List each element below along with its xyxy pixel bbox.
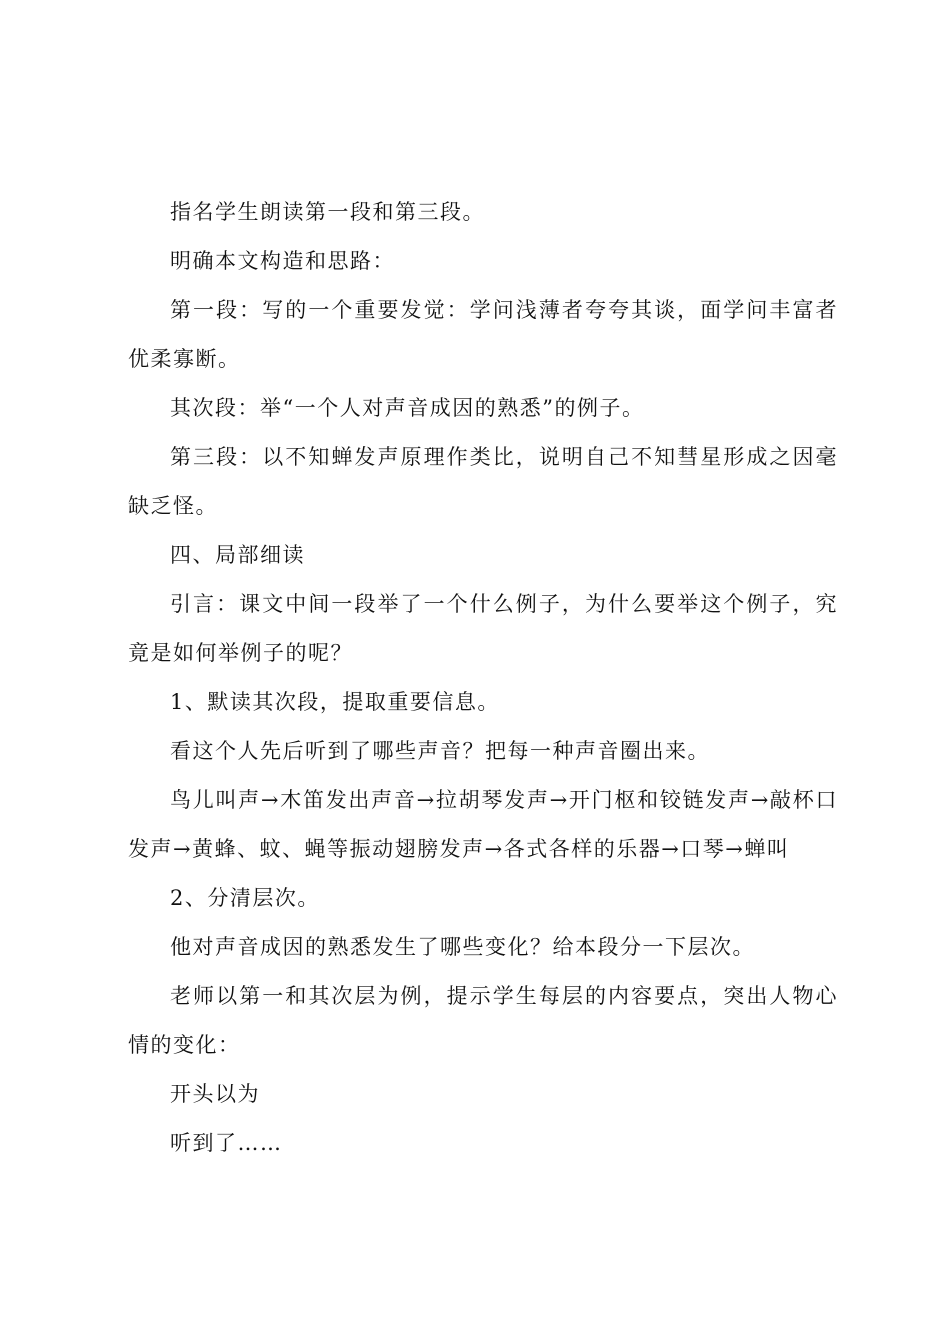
paragraph-5: 第三段：以不知蝉发声原理作类比，说明自己不知彗星形成之因毫缺乏怪。 <box>128 445 838 518</box>
paragraph-1: 指名学生朗读第一段和第三段。 <box>170 200 485 224</box>
section-heading-4: 四、局部细读 <box>170 543 305 567</box>
paragraph-4: 其次段：举“一个人对声音成因的熟悉”的例子。 <box>170 396 645 420</box>
paragraph-heard: 听到了…… <box>170 1131 283 1155</box>
paragraph-3: 第一段：写的一个重要发觉：学问浅薄者夸夸其谈，面学问丰富者优柔寡断。 <box>128 298 838 371</box>
step-2: 2、分清层次。 <box>170 886 320 910</box>
paragraph-2: 明确本文构造和思路： <box>170 249 395 273</box>
paragraph-question-1: 看这个人先后听到了哪些声音？把每一种声音圈出来。 <box>170 739 710 763</box>
paragraph-teacher-note: 老师以第一和其次层为例，提示学生每层的内容要点，突出人物心情的变化： <box>128 984 838 1057</box>
paragraph-question-2: 他对声音成因的熟悉发生了哪些变化？给本段分一下层次。 <box>170 935 755 959</box>
paragraph-start: 开头以为 <box>170 1082 260 1106</box>
sound-sequence: 鸟儿叫声→木笛发出声音→拉胡琴发声→开门枢和铰链发声→敲杯口发声→黄蜂、蚊、蝇等振动翅膀发声→各式各样的乐器→口琴→蝉叫 <box>128 788 838 861</box>
paragraph-intro: 引言：课文中间一段举了一个什么例子，为什么要举这个例子，究竟是如何举例子的呢？ <box>128 592 838 665</box>
document-body <box>128 188 838 1168</box>
step-1: 1、默读其次段，提取重要信息。 <box>170 690 500 714</box>
